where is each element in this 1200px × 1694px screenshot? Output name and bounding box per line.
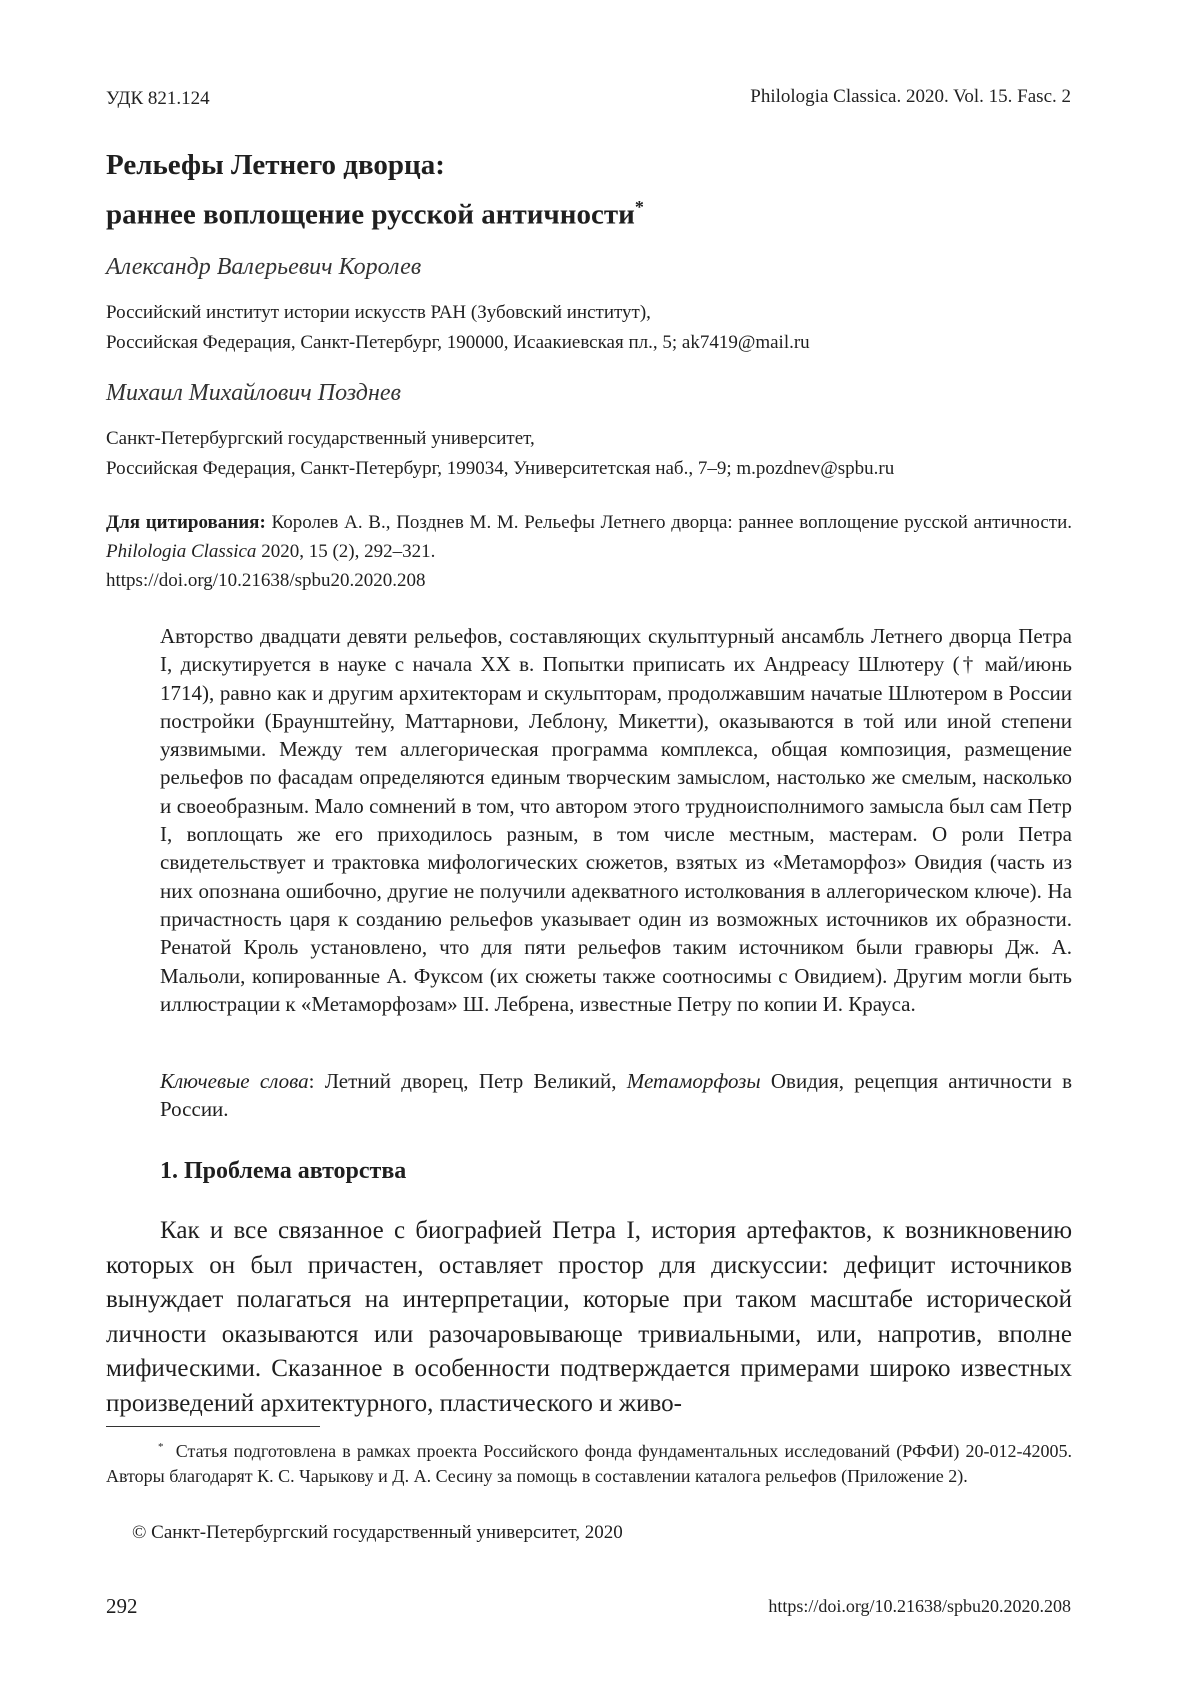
keywords-part-1: : Летний дворец, Петр Великий, <box>308 1069 627 1093</box>
keywords-italic-term: Метаморфозы <box>626 1069 761 1093</box>
citation-block <box>106 508 1072 595</box>
author-name-1: Александр Валерьевич Королев <box>106 254 422 280</box>
udk-code: УДК 821.124 <box>106 88 210 109</box>
copyright-notice: © Санкт-Петербургский государственный университет, 2020 <box>132 1522 623 1543</box>
section-heading: 1. Проблема авторства <box>160 1158 407 1184</box>
author-affiliation-2 <box>106 424 894 484</box>
citation-journal: Philologia Classica <box>106 541 257 562</box>
affiliation-1-line-1: Российский институт истории искусств РАН (Зубовский институт), <box>106 302 651 323</box>
title-line-1: Рельефы Летнего дворца: <box>106 149 445 181</box>
title-line-2 <box>106 186 1106 236</box>
article-title <box>106 144 1106 236</box>
title-line-2-text: раннее воплощение русской античности <box>106 198 635 231</box>
abstract: Авторство двадцати девяти рельефов, составляющих скульптурный ансамбль Летнего дворца Петра I, дискутируется в науке с начала XX в. Попытки приписать их Андреасу Шлютеру († май/июнь 1714), равно как и другим архитекторам и скульпторам, продолжавшим начатые Шлютером в России постройки (Браунштейну, Маттарнови, Леблону, Микетти), оказываются в той или иной степени уязвимыми. Между тем аллегорическая программа комплекса, общая композиция, размещение рельефов по фасадам определяются единым творческим замыслом, настолько же смелым, насколько и своеобразным. Мало сомнений в том, что автором этого трудноисполнимого замысла был сам Петр I, воплощать же его приходилось разным, в том числе местным, мастерам. О роли Петра свидетельствует и трактовка мифологических сюжетов, взятых из «Метаморфоз» Овидия (часть из них опознана ошибочно, другие не получили адекватного истолкования в аллегорическом ключе). На причастность царя к созданию рельефов указывает один из возможных источников их образности. Ренатой Кроль установлено, что для пяти рельефов таким источником были гравюры Дж. А. Мальоли, копированные А. Фуксом (их сюжеты также соотносимы с Овидием). Другим могли быть иллюстрации к «Метаморфозам» Ш. Лебрена, известные Петру по копии И. Крауса. <box>160 624 1072 1016</box>
keywords-part-2: Овидия, рецепция античности в России. <box>160 1069 1073 1121</box>
body-paragraph: Как и все связанное с биографией Петра I, история артефактов, к возникновению которых он был причастен, оставляет простор для дискуссии: дефицит источников вынуждает полагаться на интерпретации, которые при таком масштабе исторической личности оказываются или разочаровывающе тривиальными, или, напротив, вполне мифическими. Сказанное в особенности подтверждается примерами широко известных произведений архитектурного, пластического и живо- <box>106 1217 1072 1417</box>
footnote-text: Статья подготовлена в рамках проекта Российского фонда фундаментальных исследований (РФФИ) 20-012-42005. Авторы благодарят К. С. Чарыкову и Д. А. Сесину за помощь в составлении каталога рельефов (Приложение 2). <box>106 1441 1072 1486</box>
footnote <box>106 1435 1072 1488</box>
footnote-marker: * <box>158 1441 164 1453</box>
journal-reference: Philologia Classica. 2020. Vol. 15. Fasc. 2 <box>750 86 1071 107</box>
citation-label: Для цитирования: <box>106 512 266 533</box>
affiliation-2-line-1: Санкт-Петербургский государственный университет, <box>106 428 535 449</box>
citation-doi-link[interactable]: https://doi.org/10.21638/spbu20.2020.208 <box>106 570 426 591</box>
citation-details: 2020, 15 (2), 292–321. <box>261 541 436 562</box>
footnote-divider <box>106 1426 320 1427</box>
keywords-label: Ключевые слова <box>160 1069 309 1093</box>
author-affiliation-1 <box>106 298 810 358</box>
keywords <box>160 1067 1072 1123</box>
title-footnote-marker: * <box>634 197 644 217</box>
footer-doi-link[interactable]: https://doi.org/10.21638/spbu20.2020.208 <box>768 1596 1071 1616</box>
page-number: 292 <box>106 1594 138 1618</box>
author-name-2: Михаил Михайлович Позднев <box>106 380 401 406</box>
citation-text: Королев А. В., Позднев М. М. Рельефы Летнего дворца: раннее воплощение русской античности. <box>271 512 1073 533</box>
affiliation-1-line-2: Российская Федерация, Санкт-Петербург, 190000, Исаакиевская пл., 5; ak7419@mail.ru <box>106 332 810 353</box>
affiliation-2-line-2: Российская Федерация, Санкт-Петербург, 199034, Университетская наб., 7–9; m.pozdnev@spbu.ru <box>106 458 895 479</box>
